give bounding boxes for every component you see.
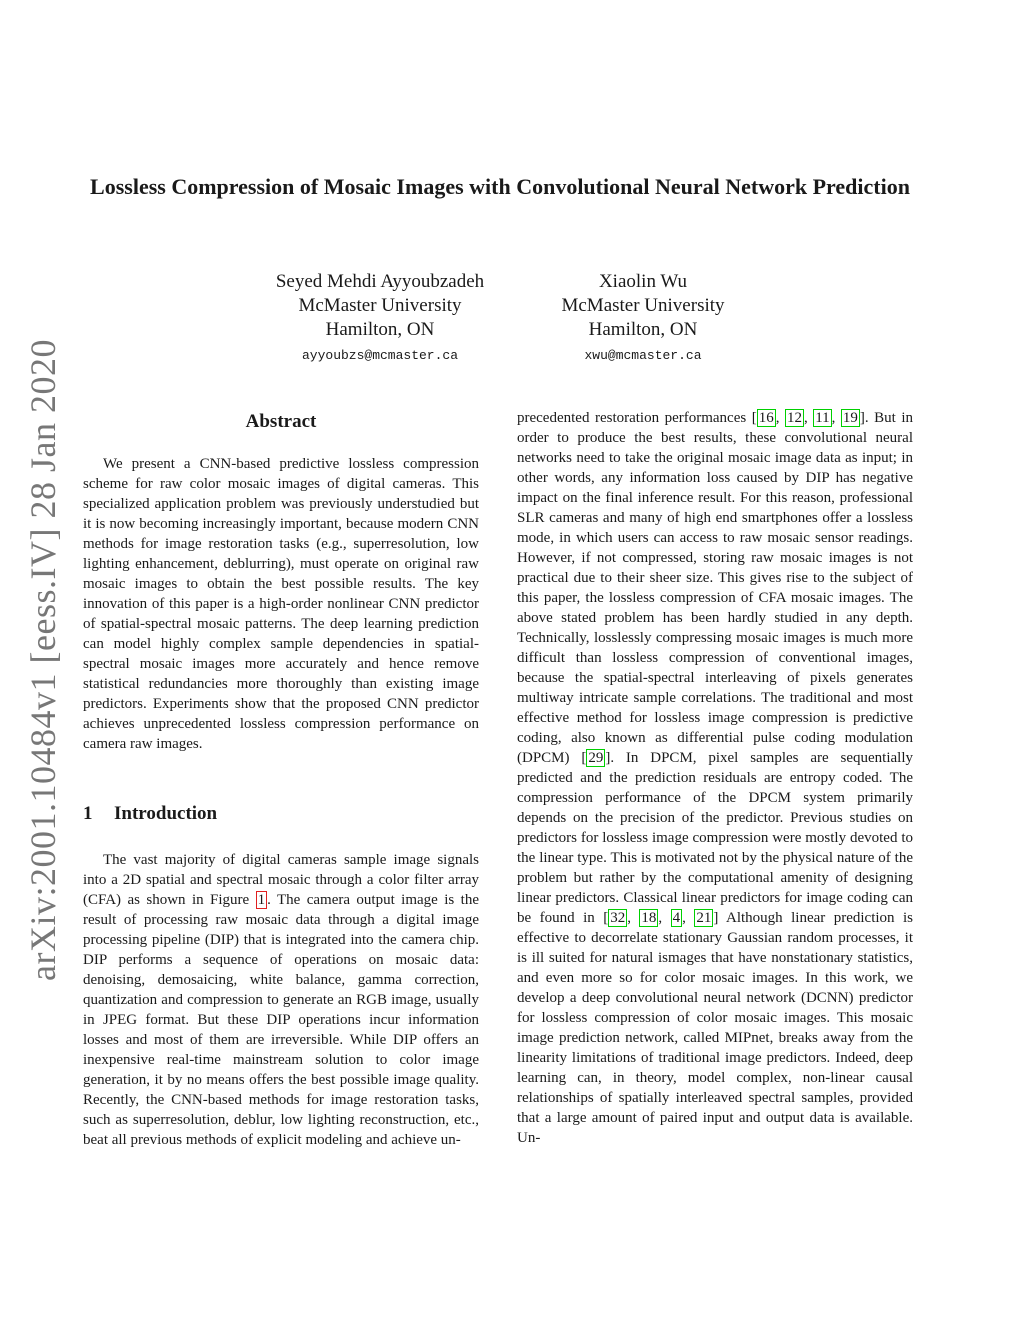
author-email: xwu@mcmaster.ca [584, 348, 702, 363]
abstract-heading: Abstract [245, 411, 317, 432]
citation-link[interactable]: 29 [588, 750, 604, 766]
author-affiliation: McMaster University [561, 295, 725, 316]
citation-link[interactable]: 4 [672, 910, 681, 926]
figure-reference-link[interactable]: 1 [257, 892, 266, 908]
citation-link[interactable]: 32 [610, 910, 626, 926]
left-column [83, 408, 479, 1150]
citation-link[interactable]: 18 [641, 910, 657, 926]
citation-link[interactable]: 11 [815, 410, 830, 426]
right-column [517, 408, 913, 1148]
author-2 [493, 270, 793, 368]
citation-link[interactable]: 12 [786, 410, 802, 426]
author-affiliation: McMaster University [298, 295, 462, 316]
citation-link[interactable]: 19 [842, 410, 858, 426]
abstract-paragraph: We present a CNN-based predictive lossless compression scheme for raw color mosaic images of digital cameras. This specialized application problem was previously understudied but it is now becoming increasingly important, because modern CNN methods for image restoration tasks (e.g., superresolution, low lighting enhancement, deblurring), must operate on original raw mosaic images to obtain the best possible results. The key innovation of this paper is a high-order nonlinear CNN predictor of spatial-spectral mosaic patterns. The deep learning prediction can model highly complex sample dependencies in spatial-spectral mosaic images more accurately and hence remove statistical redundancies more thoroughly than existing image predictors. Experiments show that the proposed CNN predictor achieves unprecedented lossless compression performance on camera raw images. [83, 456, 479, 752]
author-email: ayyoubzs@mcmaster.ca [301, 348, 459, 363]
author-block [0, 270, 1024, 370]
introduction-paragraph: The vast majority of digital cameras sample image signals into a 2D spatial and spectral mosaic through a color filter array (CFA) as shown in Figure 1 . The camera output image is the result of processing raw mosaic data through a digital image processing pipeline (DIP) that is integrated into the camera chip. DIP performs a sequence of operations on mosaic data: denoising, demosaicing, white balance, gamma correction, quantization and compression to generate an RGB image, usually in JPEG format. But these DIP operations incur information losses and most of them are irreversible. While DIP offers an inexpensive real-time mainstream solution to color image generation, it by no means offers the best possible image quality. Recently, the CNN-based methods for image restoration tasks, such as superresolution, deblur, low lighting reconstruction, etc., beat all previous methods of explicit modeling and achieve un- [83, 852, 479, 1148]
section-number: 1 [83, 803, 93, 824]
paper-title: Lossless Compression of Mosaic Images with Convolutional Neural Network Prediction [90, 174, 910, 199]
introduction-heading [83, 800, 479, 828]
author-name: Seyed Mehdi Ayyoubzadeh [275, 271, 485, 292]
citation-link[interactable]: 16 [758, 410, 774, 426]
section-title: Introduction [114, 803, 218, 824]
author-location: Hamilton, ON [588, 319, 698, 340]
author-name: Xiaolin Wu [598, 271, 688, 292]
introduction-paragraph-continued: precedented restoration performances [ 16 , 12 , 11 , 19 ]. But in order to produce the best results, these convolutional neural networks need to take the original mosaic image data as input; in other words, any information loss caused by DIP has negative impact on the final inference result. For this reason, professional SLR cameras and many of high end smartphones offer a lossless mode, in which users can access to raw mosaic sensor readings. However, if not compressed, storing raw mosaic images is not practical due to their sheer size. This gives rise to the subject of this paper, the lossless compression of CFA mosaic images. The above stated problem has been hardly studied in any depth. Technically, losslessly compressing mosaic images is much more difficult than lossless compression of conventional images, because the spatial-spectral interleaving of pixels generates multiway intricate sample correlations. The traditional and most effective method for lossless image compression is predictive coding, also known as differential pulse coding modulation (DPCM) [ 29 ]. In DPCM, pixel samples are sequentially predicted and the prediction residuals are entropy coded. The compression performance of the DPCM system primarily depends on the precision of the predictor. Previous studies on predictors for lossless image compression were mostly devoted to the linear type. This is motivated not by the physical nature of the problem but rather by the computational amenity of designing linear predictors. Classical linear predictors for image coding can be found in [ 32 , 18 , 4 , 21 ] Although linear prediction is effective to decorrelate stationary Gaussian random processes, it is ill suited for natural ismages that have nonstationary statistics, and even more so for color mosaic images. In this work, we develop a deep convolutional neural network (DCNN) predictor for lossless compression of color mosaic images. This mosaic image prediction network, called MIPnet, breaks away from the linearity limitations of traditional image predictors. Indeed, deep learning can, in theory, model complex, non-linear causal relationships of spatially interleaved spectral samples, provided that a large amount of paired input and output data is available. Un- [517, 410, 914, 1146]
arxiv-identifier-stamp: arXiv:2001.10484v1 [eess.IV] 28 Jan 2020 [23, 339, 63, 981]
citation-link[interactable]: 21 [696, 910, 712, 926]
author-1 [230, 270, 530, 368]
author-location: Hamilton, ON [325, 319, 435, 340]
